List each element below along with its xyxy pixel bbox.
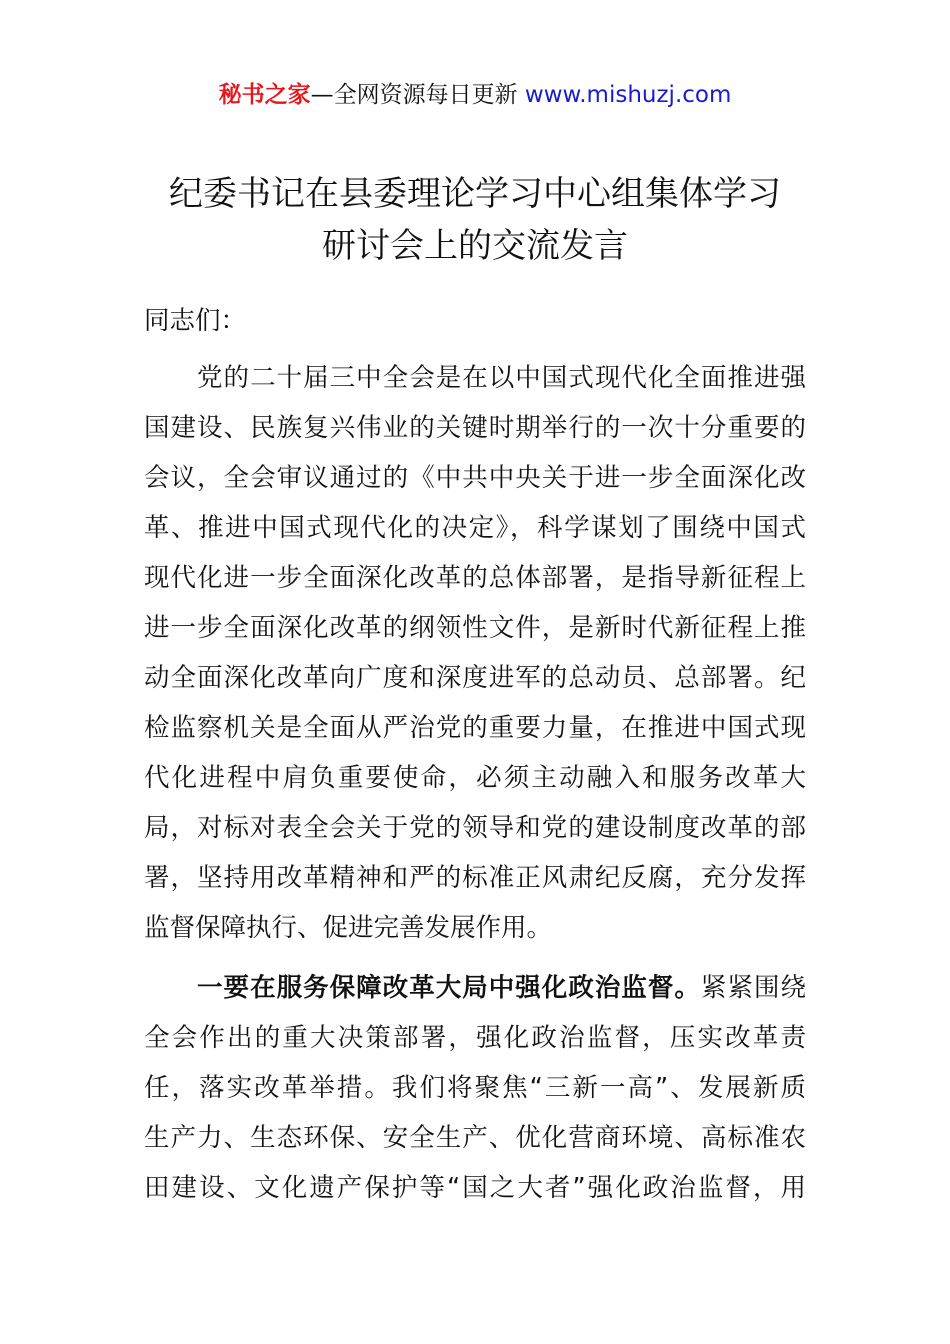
paragraph-line: 进一步全面深化改革的纲领性文件，是新时代新征程上推 (144, 613, 806, 643)
paragraph-line: 革、推进中国式现代化的决定》，科学谋划了围绕中国式 (144, 513, 806, 543)
paragraph-line: 检监察机关是全面从严治党的重要力量，在推进中国式现 (144, 713, 806, 743)
paragraph-line: 国建设、民族复兴伟业的关键时期举行的一次十分重要的 (144, 413, 806, 443)
paragraph-line: 监督保障执行、促进完善发展作用。 (144, 913, 553, 943)
paragraph-line: 署，坚持用改革精神和严的标准正风肃纪反腐，充分发挥 (144, 863, 806, 893)
paragraph-line: 党的二十届三中全会是在以中国式现代化全面推进强 (144, 363, 806, 393)
paragraph-political-supervision (144, 963, 806, 1213)
site-tagline: —全网资源每日更新 (310, 82, 525, 108)
section-heading: 一要在服务保障改革大局中强化政治监督。 (144, 973, 701, 1003)
paragraph-line: 局，对标对表全会关于党的领导和党的建设制度改革的部 (144, 813, 806, 843)
heading-continuation: 紧紧围绕 (700, 973, 806, 1003)
paragraph-line: 生产力、生态环保、安全生产、优化营商环境、高标准农 (144, 1123, 806, 1153)
paragraph-line: 动全面深化改革向广度和深度进军的总动员、总部署。纪 (144, 663, 806, 693)
title-line-1: 纪委书记在县委理论学习中心组集体学习 (169, 174, 781, 214)
paragraph-intro (144, 353, 806, 953)
paragraph-line: 全会作出的重大决策部署，强化政治监督，压实改革责 (144, 1023, 806, 1053)
paragraph-line: 任，落实改革举措。我们将聚焦“三新一高”、发展新质 (144, 1073, 806, 1103)
site-header (0, 78, 950, 112)
paragraph-line: 代化进程中肩负重要使命，必须主动融入和服务改革大 (144, 763, 806, 793)
paragraph-line (144, 963, 806, 1013)
paragraph-line: 田建设、文化遗产保护等“国之大者”强化政治监督，用 (144, 1173, 806, 1203)
site-brand: 秘书之家 (218, 82, 311, 108)
title-line-2: 研讨会上的交流发言 (322, 226, 628, 266)
paragraph-line: 现代化进一步全面深化改革的总体部署，是指导新征程上 (144, 563, 806, 593)
site-url-link[interactable]: www.mishuzj.com (524, 82, 732, 108)
paragraph-line: 会议，全会审议通过的《中共中央关于进一步全面深化改 (144, 463, 806, 493)
document-title (100, 168, 850, 272)
salutation: 同志们： (144, 306, 247, 336)
